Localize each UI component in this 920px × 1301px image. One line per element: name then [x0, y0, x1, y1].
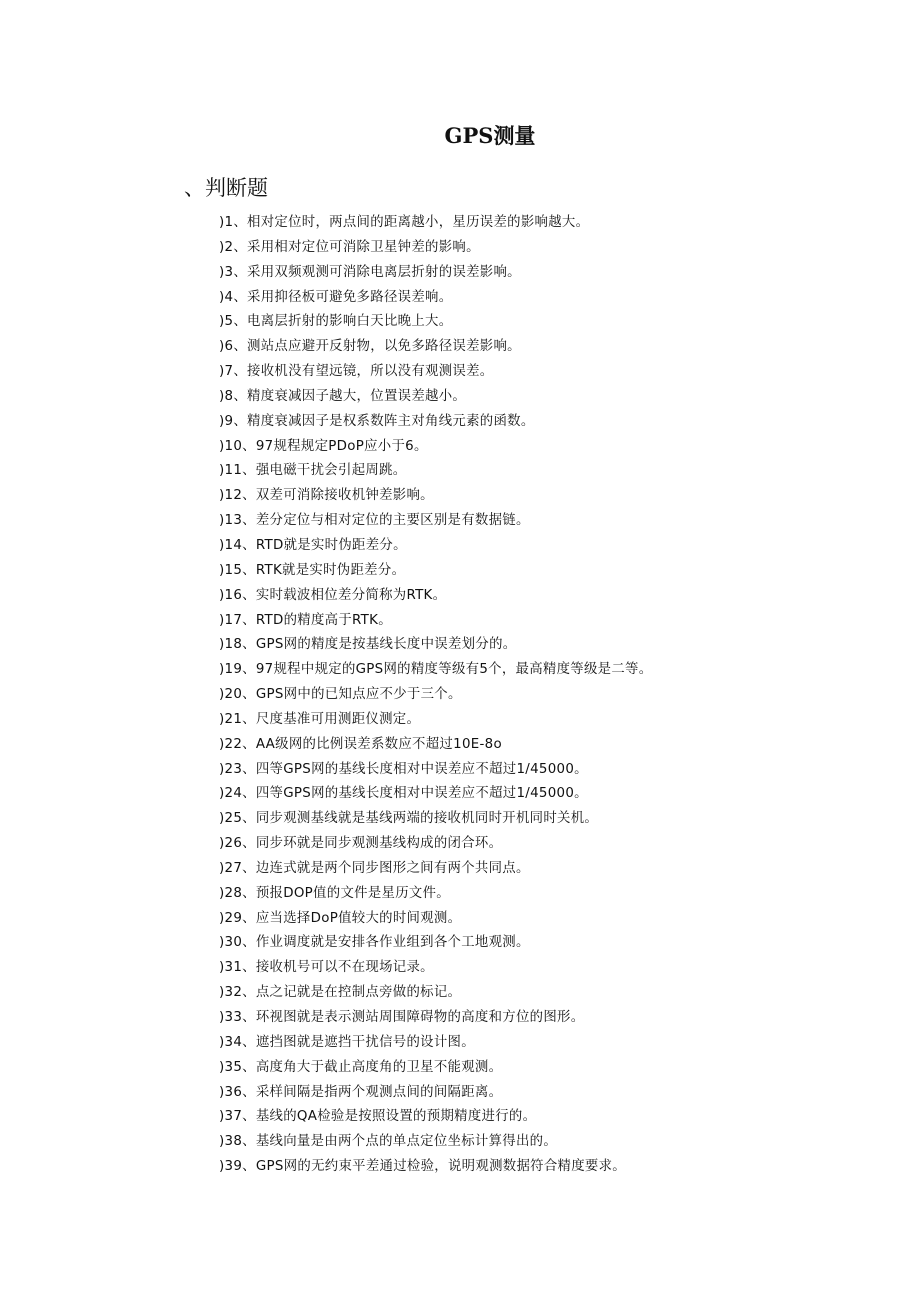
question-item: )13、差分定位与相对定位的主要区别是有数据链。	[219, 513, 530, 529]
question-item: )8、精度衰减因子越大，位置误差越小。	[219, 388, 467, 404]
question-item: )34、遮挡图就是遮挡干扰信号的设计图。	[219, 1034, 475, 1050]
question-item: )32、点之记就是在控制点旁做的标记。	[219, 985, 462, 1001]
question-item: )21、尺度基准可用测距仪测定。	[219, 711, 421, 727]
question-item: )5、电离层折射的影响白天比晚上大。	[219, 314, 453, 330]
question-item: )6、测站点应避开反射物，以免多路径误差影响。	[219, 339, 521, 355]
question-item: )16、实时载波相位差分简称为RTK。	[219, 587, 447, 603]
question-item: )25、同步观测基线就是基线两端的接收机同时开机同时关机。	[219, 811, 599, 827]
question-item: )27、边连式就是两个同步图形之间有两个共同点。	[219, 860, 530, 876]
question-item: )24、四等GPS网的基线长度相对中误差应不超过1/45000。	[219, 786, 588, 802]
question-item: )12、双差可消除接收机钟差影响。	[219, 488, 434, 504]
document-title: GPS测量	[444, 123, 536, 148]
question-item: )7、接收机没有望远镜，所以没有观测误差。	[219, 364, 494, 380]
question-item: )23、四等GPS网的基线长度相对中误差应不超过1/45000。	[219, 761, 588, 777]
question-item: )26、同步环就是同步观测基线构成的闭合环。	[219, 836, 503, 852]
question-item: )3、采用双频观测可消除电离层折射的误差影响。	[219, 264, 521, 280]
question-item: )28、预报DOP值的文件是星历文件。	[219, 885, 450, 901]
question-item: )39、GPS网的无约束平差通过检验，说明观测数据符合精度要求。	[219, 1159, 626, 1175]
question-item: )1、相对定位时，两点间的距离越小，星历误差的影响越大。	[219, 215, 590, 230]
section-heading: 、判断题	[184, 176, 268, 200]
question-item: )20、GPS网中的已知点应不少于三个。	[219, 687, 462, 703]
question-item: )10、97规程规定PDoP应小于6。	[219, 438, 428, 454]
question-item: )15、RTK就是实时伪距差分。	[219, 562, 406, 578]
question-item: )11、强电磁干扰会引起周跳。	[219, 463, 407, 479]
question-item: )19、97规程中规定的GPS网的精度等级有5个，最高精度等级是二等。	[219, 662, 653, 678]
question-item: )4、采用抑径板可避免多路径误差响。	[219, 289, 453, 305]
question-item: )35、高度角大于截止高度角的卫星不能观测。	[219, 1059, 503, 1075]
question-item: )33、环视图就是表示测站周围障碍物的高度和方位的图形。	[219, 1010, 585, 1025]
question-item: )14、RTD就是实时伪距差分。	[219, 537, 407, 553]
question-item: )18、GPS网的精度是按基线长度中误差划分的。	[219, 637, 517, 653]
question-item: )37、基线的QA检验是按照设置的预期精度进行的。	[219, 1109, 537, 1125]
question-item: )17、RTD的精度高于RTK。	[219, 612, 392, 628]
question-item: )38、基线向量是由两个点的单点定位坐标计算得出的。	[219, 1134, 558, 1150]
question-item: )2、采用相对定位可消除卫星钟差的影响。	[219, 239, 480, 255]
question-item: )9、精度衰减因子是权系数阵主对角线元素的函数。	[219, 413, 535, 429]
question-item: )22、AA级网的比例误差系数应不超过10E-8o	[219, 736, 502, 752]
question-item: )30、作业调度就是安排各作业组到各个工地观测。	[219, 935, 530, 951]
question-list	[219, 211, 652, 1180]
question-item: )29、应当选择DoP值较大的时间观测。	[219, 910, 462, 926]
question-item: )36、采样间隔是指两个观测点间的间隔距离。	[219, 1084, 503, 1100]
question-item: )31、接收机号可以不在现场记录。	[219, 960, 434, 976]
